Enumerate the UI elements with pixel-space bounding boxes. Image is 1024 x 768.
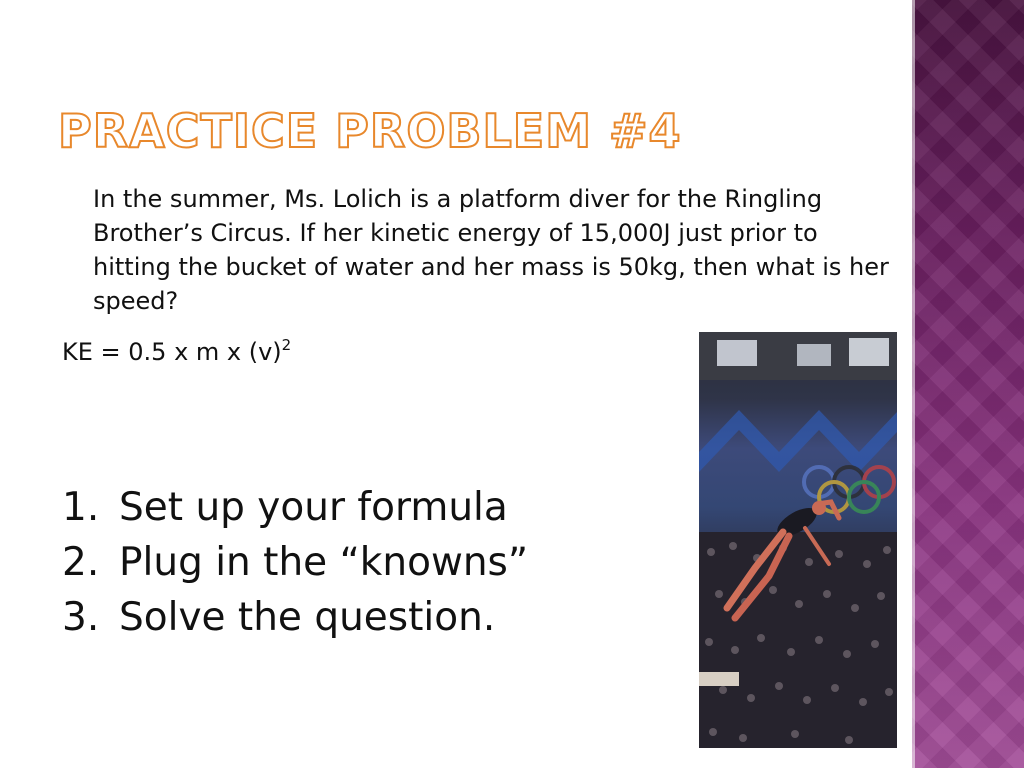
formula-exponent: 2	[281, 336, 292, 354]
step-text: Set up your formula	[119, 485, 508, 530]
diver-photo	[699, 332, 897, 748]
step-item	[62, 535, 528, 590]
formula-text: KE = 0.5 x m x (v)	[62, 338, 282, 366]
step-item	[62, 480, 528, 535]
step-item	[62, 590, 528, 645]
step-text: Solve the question.	[119, 595, 496, 640]
step-number: 2.	[62, 540, 100, 585]
step-number: 3.	[62, 595, 100, 640]
slide-title: PRACTICE PROBLEM #4	[58, 104, 682, 158]
steps-list	[62, 480, 528, 645]
step-text: Plug in the “knowns”	[119, 540, 529, 585]
kinetic-energy-formula	[62, 328, 291, 369]
problem-text: In the summer, Ms. Lolich is a platform diver for the Ringling Brother’s Circus. If her kinetic energy of 15,000J just prior to hitting the bucket of water and her mass is 50kg, then what is her speed?	[93, 185, 889, 315]
diver-photo-art	[699, 332, 897, 748]
decorative-side-band	[912, 0, 1024, 768]
step-number: 1.	[62, 485, 100, 530]
